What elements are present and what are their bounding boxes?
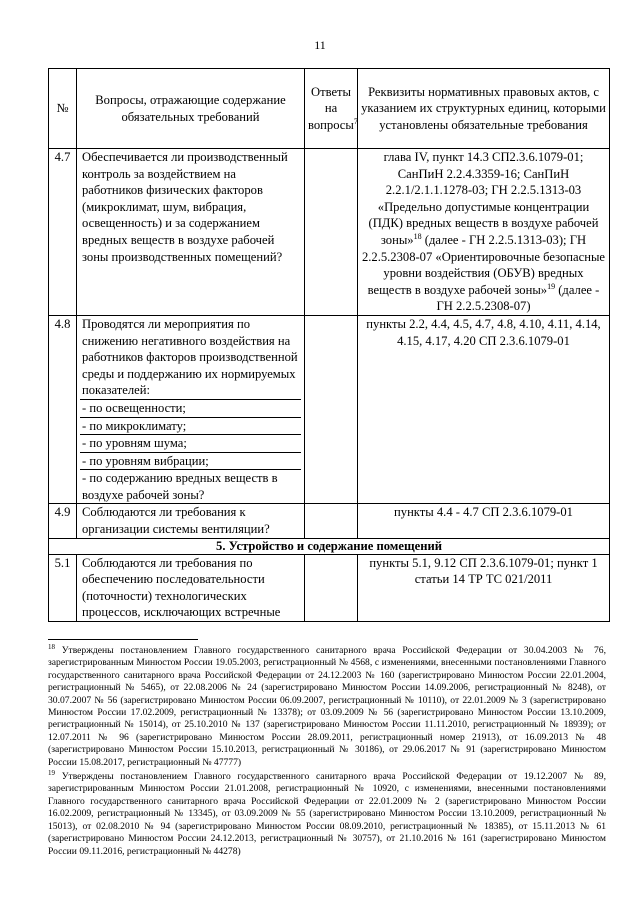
header-answer — [305, 69, 358, 149]
sub-item-harmful-substances: - по содержанию вредных веществ в воздухе рабочей зоны? — [80, 469, 301, 503]
footnote-18-mark: 18 — [48, 642, 55, 651]
table-row — [49, 554, 610, 621]
header-num: № — [49, 69, 77, 149]
row-question — [77, 149, 305, 316]
footnote-mark-18: 18 — [413, 231, 422, 241]
footnote-19 — [48, 768, 606, 858]
row-number: 4.9 — [49, 504, 77, 538]
sub-item-vibration: - по уровням вибрации; — [80, 452, 301, 470]
row-number: 4.8 — [49, 315, 77, 504]
header-requisites: Реквизиты нормативных правовых актов, с указанием их структурных единиц, которыми установлены обязательные требования — [358, 69, 610, 149]
section-heading-row — [49, 538, 610, 554]
footnote-separator — [48, 639, 198, 640]
row-requisites: пункты 5.1, 9.12 СП 2.3.6.1079-01; пункт 1 статьи 14 ТР ТС 021/2011 — [358, 554, 610, 621]
header-answer-footnote-mark: 7 — [353, 116, 358, 126]
sub-item-noise: - по уровням шума; — [80, 434, 301, 452]
page-number: 11 — [314, 38, 326, 52]
sub-item-microclimate: - по микроклимату; — [80, 417, 301, 435]
question-text: Обеспечивается ли производственный контроль за воздействием на работников физических факторов (микроклимат, шум, вибрация, освещенность) и за содержанием вредных веществ в воздухе рабочей зоны производственных помещений? — [82, 150, 288, 264]
row-requisites — [358, 149, 610, 316]
row-number: 5.1 — [49, 554, 77, 621]
footnote-19-mark: 19 — [48, 768, 55, 777]
question-text: Соблюдаются ли требования к организации системы вентиляции? — [82, 505, 270, 537]
table-row — [49, 149, 610, 316]
requisites-text-part1: глава IV, пункт 14.3 СП2.3.6.1079-01; СанПиН 2.2.4.3359-16; СанПиН 2.2.1/2.1.1.1278-03; ГН 2.2.5.1313-03 «Предельно допустимые концентрации (ПДК) вредных веществ в воздухе рабочей зоны» — [368, 150, 599, 247]
footnote-mark-19: 19 — [547, 281, 556, 291]
footnote-18 — [48, 642, 606, 769]
row-number: 4.7 — [49, 149, 77, 316]
requisites-text-part2: (далее - ГН 2.2.5.1313-03); ГН 2.2.5.2308-07 «Ориентировочные безопасные уровни воздействия (ОБУВ) вредных веществ в воздухе рабочей зоны» — [361, 232, 606, 297]
row-answer — [305, 315, 358, 504]
section-heading: 5. Устройство и содержание помещений — [49, 538, 610, 554]
requisites-text-part3: (далее - ГН 2.2.5.2308-07) — [436, 282, 600, 314]
row-question — [77, 554, 305, 621]
row-question — [77, 315, 305, 504]
footnotes — [48, 642, 606, 860]
question-text: Соблюдаются ли требования по обеспечению последовательности (поточности) технологических процессов, исключающих встречные — [82, 555, 281, 620]
table-row — [49, 504, 610, 538]
header-answer-text: Ответы на вопросы — [308, 84, 354, 132]
row-answer — [305, 149, 358, 316]
header-question: Вопросы, отражающие содержание обязательных требований — [77, 69, 305, 149]
row-question — [77, 504, 305, 538]
footnote-19-text: Утверждены постановлением Главного государственного санитарного врача Российской Федерации от 19.12.2007 № 89, зарегистрированным Минюстом России 21.01.2008, регистрационный № 10920, с изменениями, внесенными постановлениями Главного государственного санитарного врача Российской Федерации от 22.01.2009 № 2 (зарегистрировано Минюстом России 16.02.2009, регистрационный № 13345), от 03.09.2009 № 55 (зарегистрировано Минюстом России 13.10.2009, регистрационный № 15013), от 02.08.2010 № 94 (зарегистрировано Минюстом России 08.09.2010, регистрационный № 18385), от 15.11.2013 № 61 (зарегистрировано Минюстом России 24.12.2013, регистрационный № 30757), от 21.10.2016 № 161 (зарегистрировано Минюстом России 09.11.2016, регистрационный № 44278) — [48, 771, 606, 857]
requirements-table — [48, 68, 610, 622]
question-text: Проводятся ли мероприятия по снижению негативного воздействия на работников факторов производственной среды и поддержанию их нормируемых показателей: — [82, 316, 298, 398]
row-requisites: пункты 2.2, 4.4, 4.5, 4.7, 4.8, 4.10, 4.11, 4.14, 4.15, 4.17, 4.20 СП 2.3.6.1079-01 — [358, 315, 610, 504]
sub-item-lighting: - по освещенности; — [80, 399, 301, 417]
row-answer — [305, 504, 358, 538]
table-header-row — [49, 69, 610, 149]
row-requisites: пункты 4.4 - 4.7 СП 2.3.6.1079-01 — [358, 504, 610, 538]
footnote-18-text: Утверждены постановлением Главного государственного санитарного врача Российской Федерации от 30.04.2003 № 76, зарегистрированным Минюстом России 19.05.2003, регистрационный № 4568, с изменениями, внесенными постановлениями Главного государственного санитарного врача Российской Федерации от 24.12.2003 № 160 (зарегистрировано Минюстом России 22.01.2004, регистрационный № 5465), от 22.08.2006 № 24 (зарегистрировано Минюстом России 14.09.2006, регистрационный № 8248), от 30.07.2007 № 56 (зарегистрировано Минюстом России 06.09.2007, регистрационный № 10110), от 22.01.2009 № 3 (зарегистрировано Минюстом России 17.02.2009, регистрационный № 13378); от 03.09.2009 № 56 (зарегистрировано Минюстом России 13.10.2009, регистрационный № 15014), от 25.10.2010 № 137 (зарегистрировано Минюстом России 11.11.2010, регистрационный № 18939); от 12.07.2011 № 96 (зарегистрировано Минюстом России 28.09.2011, регистрационный номер 21913), от 16.09.2013 № 48 (зарегистрировано Минюстом России 15.10.2013, регистрационный № 30186), от 29.06.2017 № 91 (зарегистрировано Минюстом России 15.08.2017, регистрационный № 47777) — [48, 645, 606, 768]
table-row — [49, 315, 610, 504]
row-answer — [305, 554, 358, 621]
